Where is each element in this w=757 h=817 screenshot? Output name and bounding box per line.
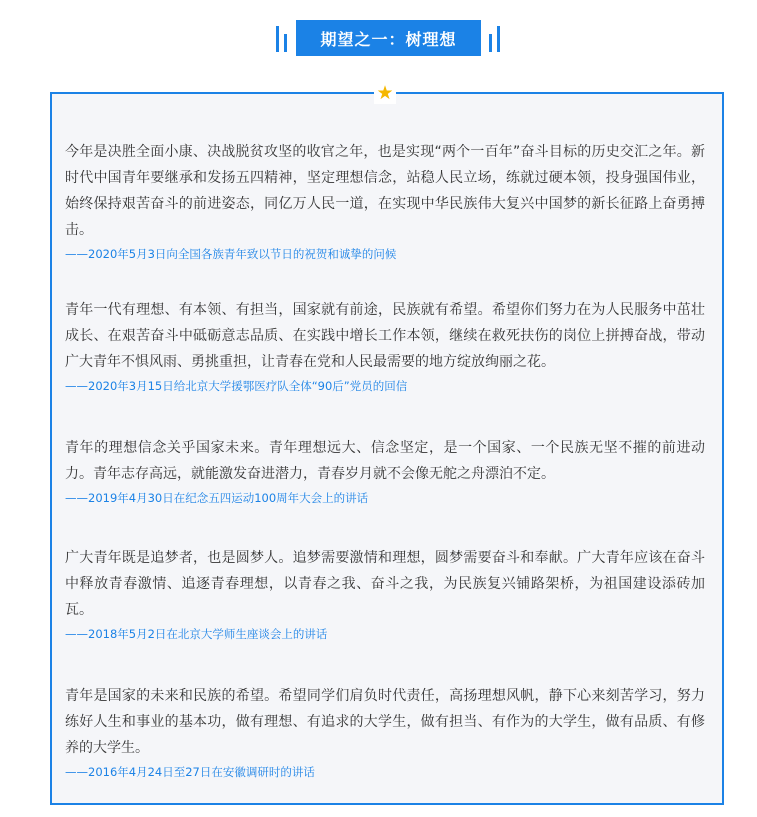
quote-source: ——2020年5月3日向全国各族青年致以节日的祝贺和诚挚的问候 xyxy=(65,247,397,261)
quote-item xyxy=(65,297,705,395)
quote-text: 青年是国家的未来和民族的希望。希望同学们肩负时代责任，高扬理想风帆，静下心来刻苦学习，努力练好人生和事业的基本功，做有理想、有追求的大学生，做有担当、有作为的大学生，做有品质、有修养的大学生。 xyxy=(65,688,705,756)
left-bar-short xyxy=(284,34,287,52)
section-header xyxy=(0,20,757,56)
quote-source: ——2016年4月24日至27日在安徽调研时的讲话 xyxy=(65,765,315,779)
quote-source: ——2018年5月2日在北京大学师生座谈会上的讲话 xyxy=(65,627,328,641)
quote-text: 今年是决胜全面小康、决战脱贫攻坚的收官之年，也是实现“两个一百年”奋斗目标的历史交汇之年。新时代中国青年要继承和发扬五四精神，坚定理想信念，站稳人民立场，练就过硬本领，投身强国伟业，始终保持艰苦奋斗的前进姿态，同亿万人民一道，在实现中华民族伟大复兴中国梦的新长征路上奋勇搏击。 xyxy=(65,144,705,238)
left-bar-long xyxy=(276,26,279,52)
star-icon: ★ xyxy=(374,82,396,104)
quote-text: 广大青年既是追梦者，也是圆梦人。追梦需要激情和理想，圆梦需要奋斗和奉献。广大青年应该在奋斗中释放青春激情、追逐青春理想，以青春之我、奋斗之我，为民族复兴铺路架桥，为祖国建设添砖加瓦。 xyxy=(65,550,705,618)
quote-item xyxy=(65,683,705,781)
right-bar-short xyxy=(489,34,492,52)
section-title: 期望之一：树理想 xyxy=(296,20,481,56)
quote-source: ——2020年3月15日给北京大学援鄂医疗队全体“90后”党员的回信 xyxy=(65,379,408,393)
quote-item xyxy=(65,435,705,507)
quote-item xyxy=(65,545,705,643)
quote-source: ——2019年4月30日在纪念五四运动100周年大会上的讲话 xyxy=(65,491,369,505)
right-bar-long xyxy=(497,26,500,52)
quote-text: 青年一代有理想、有本领、有担当，国家就有前途，民族就有希望。希望你们努力在为人民服务中茁壮成长、在艰苦奋斗中砥砺意志品质、在实践中增长工作本领，继续在救死扶伤的岗位上拼搏奋战，带动广大青年不惧风雨、勇挑重担，让青春在党和人民最需要的地方绽放绚丽之花。 xyxy=(65,302,705,370)
quote-item xyxy=(65,139,705,263)
quote-text: 青年的理想信念关乎国家未来。青年理想远大、信念坚定，是一个国家、一个民族无坚不摧的前进动力。青年志存高远，就能激发奋进潜力，青春岁月就不会像无舵之舟漂泊不定。 xyxy=(65,440,705,482)
